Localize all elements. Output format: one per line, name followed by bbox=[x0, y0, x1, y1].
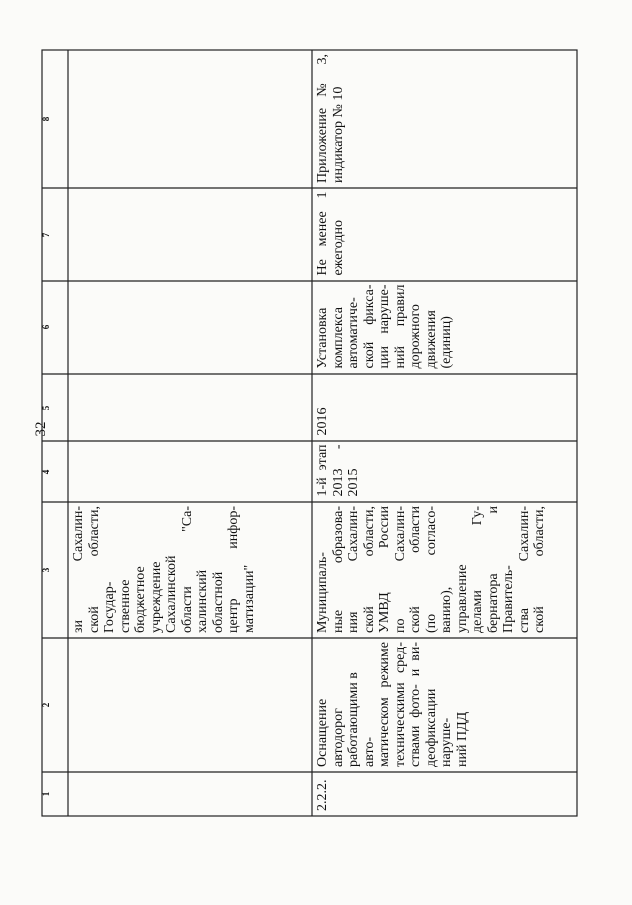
stage-cell: 1-й этап 2013 - 2015 bbox=[315, 444, 361, 497]
column-number-2: 2 bbox=[41, 702, 51, 708]
indicator-cell: Установка комплекса автоматиче- ской фикса- ции наруше- ний правил дорожного движения (единиц) bbox=[315, 284, 454, 369]
column-number-5: 5 bbox=[41, 405, 51, 411]
column-number-8: 8 bbox=[41, 116, 51, 122]
continued-executor-cell: зи Сахалин- ской области, Государ- ственное бюджетное учреждение Сахалинской области "Са- халинский областной центр инфор- матизации" bbox=[71, 506, 257, 633]
year: 2016 bbox=[315, 407, 330, 436]
column-number-1: 1 bbox=[41, 791, 51, 797]
row-number: 2.2.2. bbox=[315, 779, 330, 811]
column-number-4: 4 bbox=[41, 469, 51, 475]
page-number: 32 bbox=[33, 421, 49, 437]
year-cell bbox=[312, 374, 576, 441]
measure-name-cell: Оснащение автодорог работающими в авто- матическом режиме техническими сред- ствами фото- и ви- деофиксации наруше- ний ПДД bbox=[315, 642, 470, 767]
column-number-7: 7 bbox=[41, 232, 51, 238]
executor-cell: Муниципаль- ные образова- ния Сахалин- ской области, УМВД России по Сахалин- ской области (по согласо- ванию), управление делами Гу- бернатора и Правитель- ства Сахалин- ской области, bbox=[315, 506, 547, 633]
row-number-cell bbox=[312, 772, 576, 816]
note-cell: Приложение № 3, индикатор № 10 bbox=[315, 54, 346, 183]
column-number-3: 3 bbox=[41, 567, 51, 573]
target-value-cell: Не менее 1 ежегодно bbox=[315, 191, 346, 276]
column-number-6: 6 bbox=[41, 324, 51, 330]
